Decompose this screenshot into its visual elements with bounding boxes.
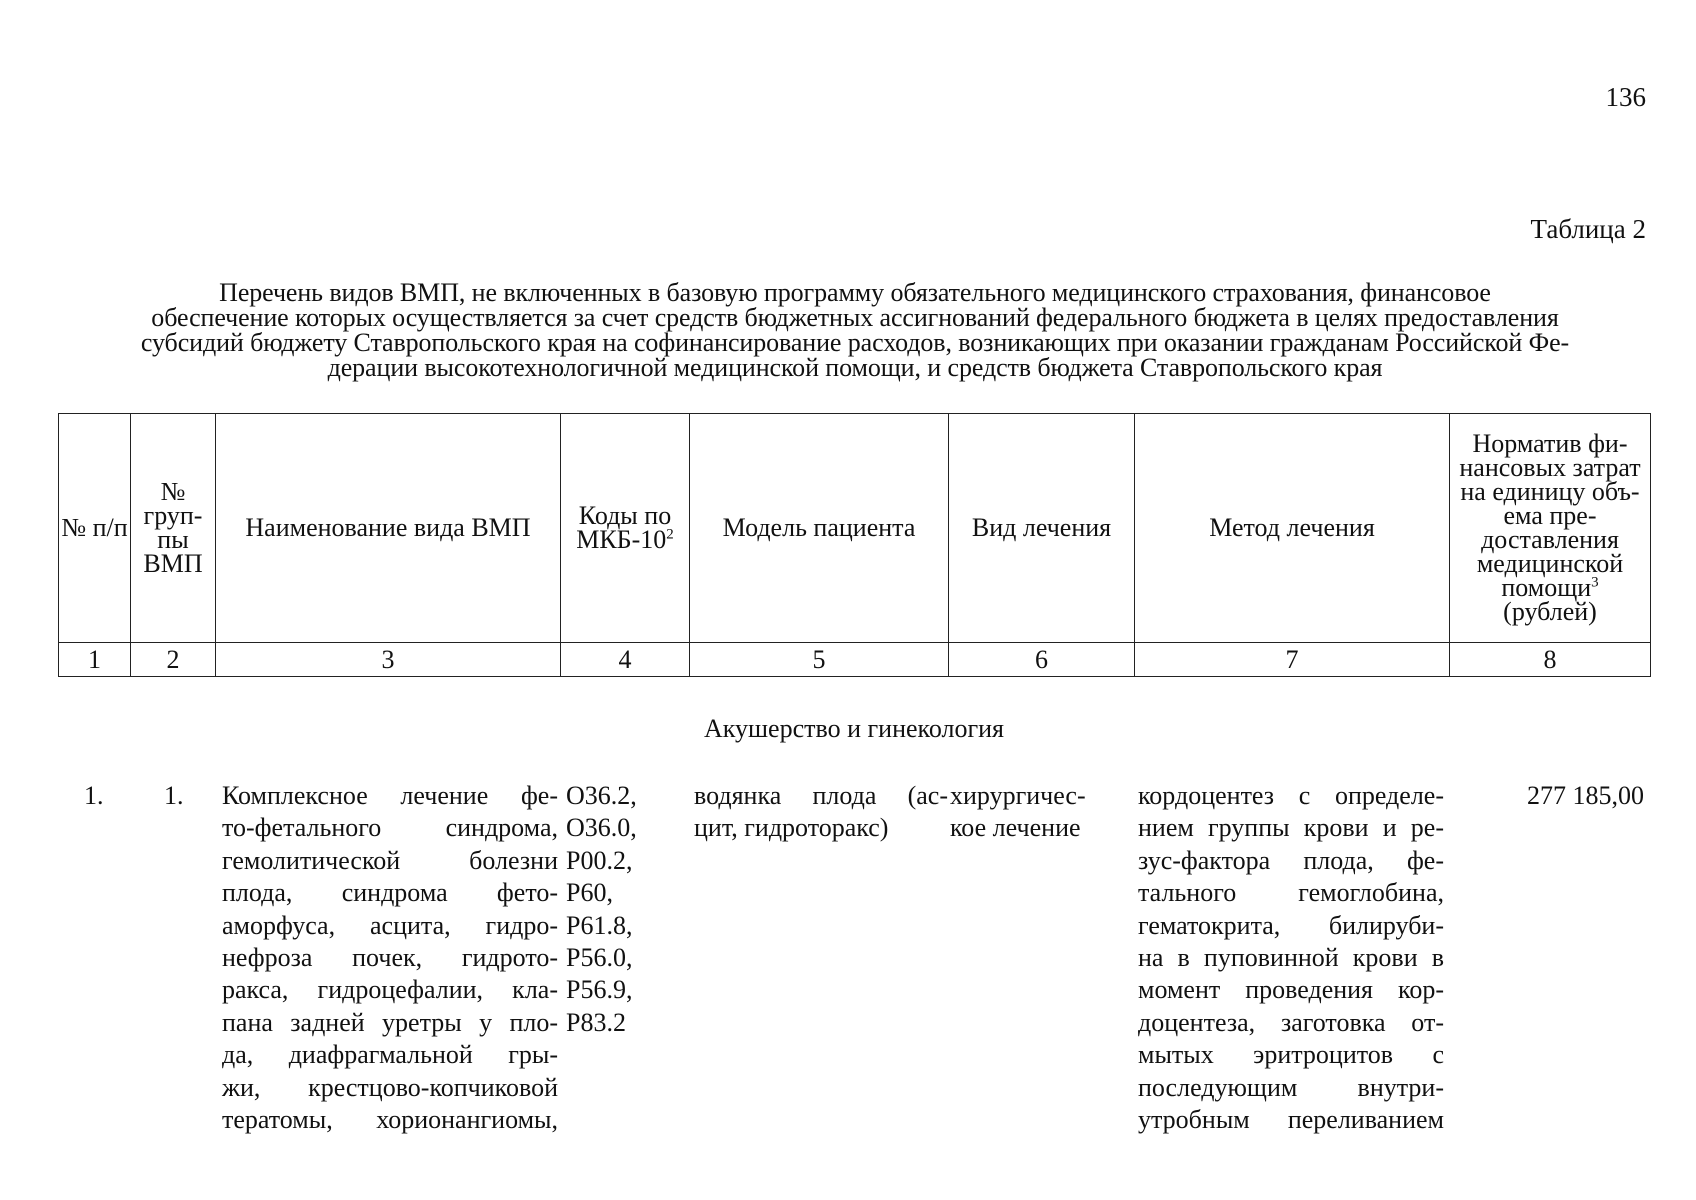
column-number: 8 <box>1450 643 1651 677</box>
title-line: обеспечение которых осуществляется за счет средств бюджетных ассигнований федерального бюджета в целях предоставления <box>151 303 1559 332</box>
column-number: 5 <box>690 643 949 677</box>
code-line: P56.0, <box>566 943 633 973</box>
row-group: 1. <box>164 781 184 810</box>
column-number-row <box>59 643 1651 677</box>
table-label: Таблица 2 <box>1530 214 1646 244</box>
kind-line: хирургичес- <box>950 781 1086 810</box>
name-line: да, диафрагмальной гры- <box>222 1040 558 1070</box>
name-line: Комплексное лечение фе- <box>222 781 558 810</box>
code-line: P61.8, <box>566 910 633 940</box>
column-number: 4 <box>561 643 690 677</box>
method-line: последующим внутри- <box>1138 1072 1444 1102</box>
name-line: то-фетального синдрома, <box>222 813 558 843</box>
header-norm-footnote: 3 <box>1591 574 1599 591</box>
method-line: гематокрита, билируби- <box>1138 910 1444 940</box>
header-row <box>59 414 1651 643</box>
row-codes <box>566 780 658 1039</box>
header-method: Метод лечения <box>1135 414 1450 643</box>
header-norm-label: Норматив фи-нансовых затрат на единицу объ-ема пре-доставления медицинской помощи <box>1459 429 1641 602</box>
name-line: жи, крестцово-копчиковой <box>222 1072 558 1102</box>
column-number: 6 <box>949 643 1135 677</box>
name-line: плода, синдрома фето- <box>222 878 558 908</box>
header-number: № п/п <box>59 414 131 643</box>
method-line: кордоцентез с определе- <box>1138 781 1444 810</box>
header-norm-unit: (рублей) <box>1503 597 1597 626</box>
row-number: 1. <box>84 781 104 810</box>
title-line: дерации высокотехнологичной медицинской помощи, и средств бюджета Ставропольского края <box>327 353 1383 382</box>
header-group: № груп-пы ВМП <box>131 414 216 643</box>
method-line: на в пуповинной крови в <box>1138 943 1444 973</box>
name-line: гемолитической болезни <box>222 845 558 875</box>
row-cost-norm: 277 185,00 <box>1527 781 1644 810</box>
title-line: Перечень видов ВМП, не включенных в базовую программу обязательного медицинского страхования, финансовое <box>219 278 1491 307</box>
method-line: утробным переливанием <box>1138 1105 1444 1135</box>
title-line: субсидий бюджету Ставропольского края на софинансирование расходов, возникающих при оказании гражданам Российской Фе- <box>140 328 1570 357</box>
header-model: Модель пациента <box>690 414 949 643</box>
code-line: O36.0, <box>566 813 637 843</box>
header-codes-footnote: 2 <box>666 526 674 543</box>
row-patient-model <box>694 780 948 845</box>
header-kind: Вид лечения <box>949 414 1135 643</box>
code-line: P00.2, <box>566 845 633 875</box>
header-table <box>58 413 1651 677</box>
method-line: зус-фактора плода, фе- <box>1138 845 1444 875</box>
column-number: 2 <box>131 643 216 677</box>
code-line: P56.9, <box>566 975 633 1005</box>
row-treatment-kind <box>950 780 1100 845</box>
model-line: цит, гидроторакс) <box>694 813 889 843</box>
header-codes-label: Коды по МКБ-10 <box>576 501 672 554</box>
header-norm <box>1450 414 1651 643</box>
row-name <box>222 780 558 1136</box>
column-number: 1 <box>59 643 131 677</box>
row-treatment-method <box>1138 780 1444 1136</box>
page-number: 136 <box>1605 82 1646 112</box>
header-codes <box>561 414 690 643</box>
header-name: Наименование вида ВМП <box>216 414 561 643</box>
column-number: 3 <box>216 643 561 677</box>
name-line: тератомы, хорионангиомы, <box>222 1105 558 1135</box>
code-line: P83.2 <box>566 1007 626 1037</box>
kind-line: кое лечение <box>950 813 1081 843</box>
name-line: аморфуса, асцита, гидро- <box>222 910 558 940</box>
name-line: нефроза почек, гидрото- <box>222 943 558 973</box>
method-line: момент проведения кор- <box>1138 975 1444 1005</box>
section-title: Акушерство и гинекология <box>703 714 1005 743</box>
column-number: 7 <box>1135 643 1450 677</box>
name-line: пана задней уретры у пло- <box>222 1007 558 1037</box>
model-line: водянка плода (ас- <box>694 781 948 810</box>
code-line: P60, <box>566 878 613 908</box>
method-line: тального гемоглобина, <box>1138 878 1444 908</box>
method-line: мытых эритроцитов с <box>1138 1040 1444 1070</box>
code-line: O36.2, <box>566 781 637 810</box>
name-line: ракса, гидроцефалии, кла- <box>222 975 558 1005</box>
document-title <box>60 280 1650 380</box>
method-line: доцентеза, заготовка от- <box>1138 1007 1444 1037</box>
method-line: нием группы крови и ре- <box>1138 813 1444 843</box>
